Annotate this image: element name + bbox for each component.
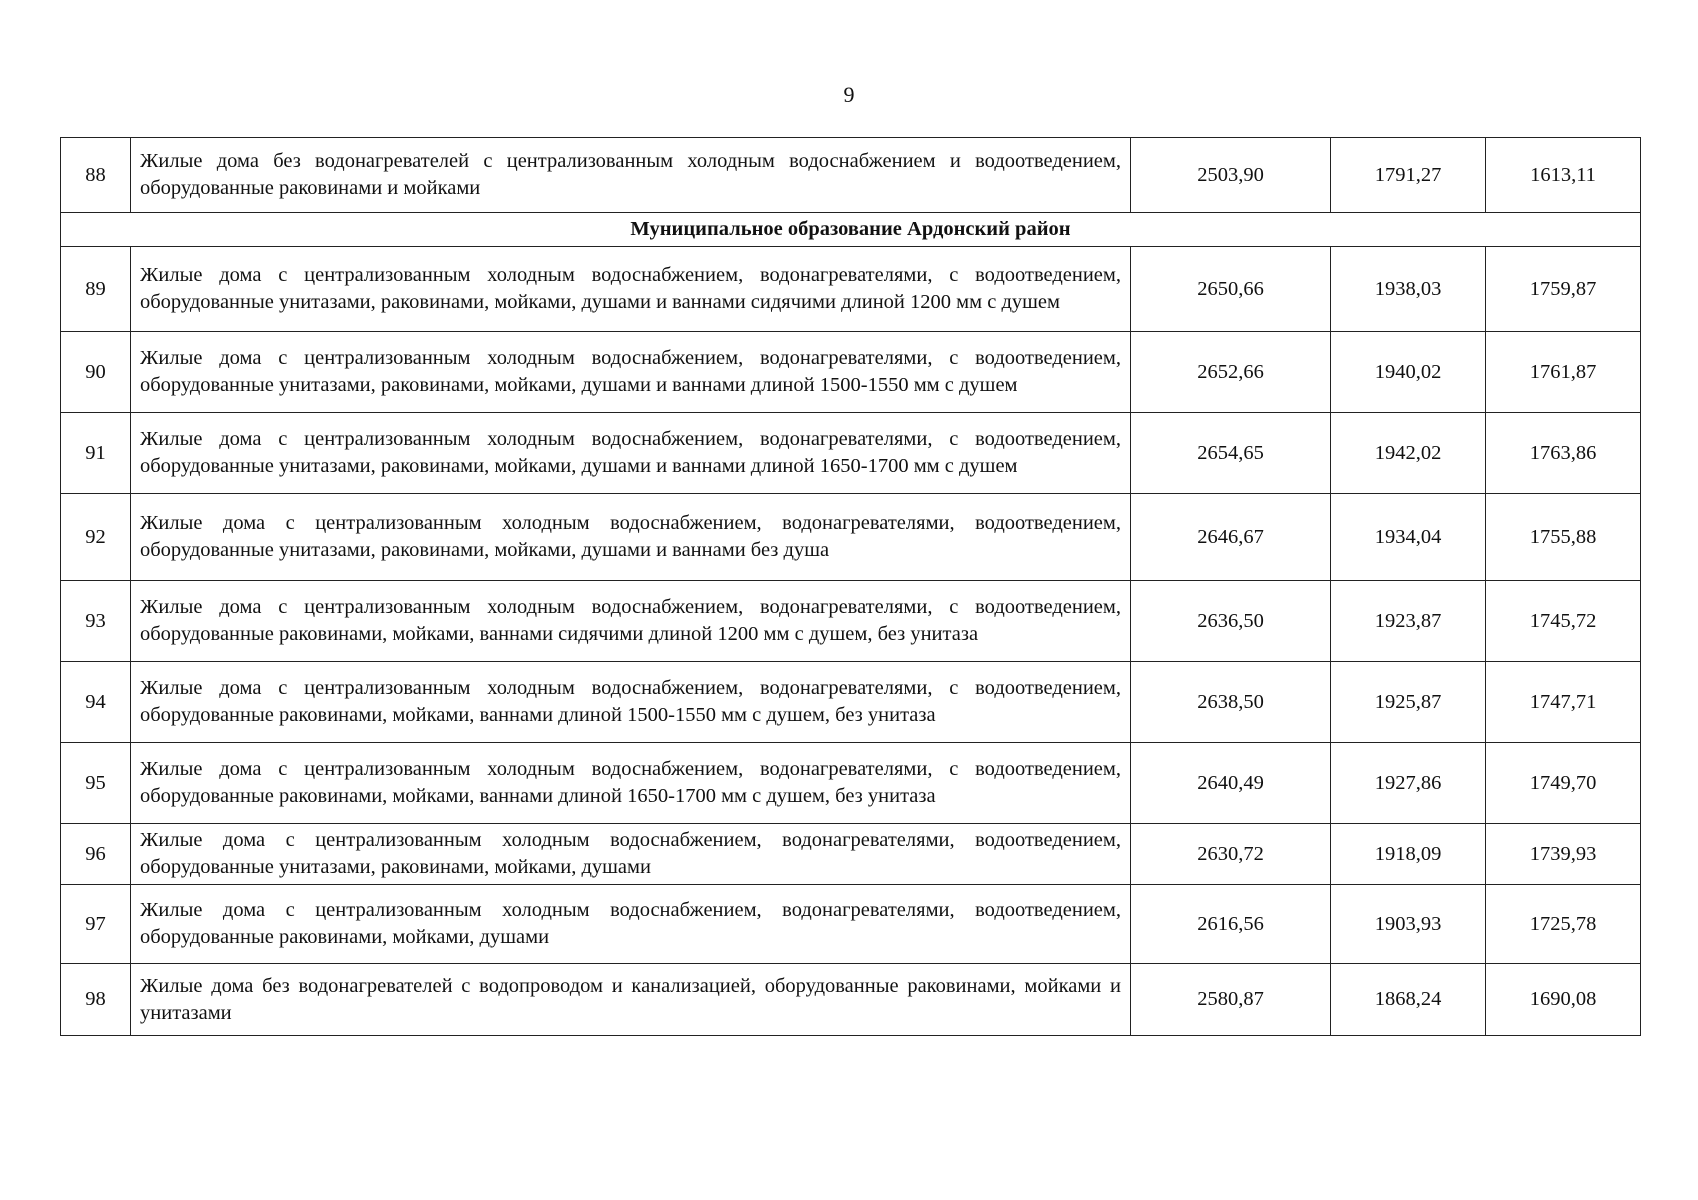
tariff-table — [60, 137, 1641, 1036]
value-column-2: 1868,24 — [1331, 964, 1486, 1036]
value-column-3: 1690,08 — [1486, 964, 1641, 1036]
value-column-3: 1759,87 — [1486, 247, 1641, 332]
row-number: 94 — [61, 662, 131, 743]
value-column-1: 2580,87 — [1131, 964, 1331, 1036]
row-description: Жилые дома с централизованным холодным водоснабжением, водонагревателями, водоотведением, оборудованные унитазами, раковинами, мойками, душами и ваннами без душа — [131, 494, 1131, 581]
table-row — [61, 413, 1641, 494]
table-row — [61, 662, 1641, 743]
table-row — [61, 247, 1641, 332]
value-column-2: 1940,02 — [1331, 332, 1486, 413]
row-description: Жилые дома с централизованным холодным водоснабжением, водонагревателями, с водоотведением, оборудованные раковинами, мойками, ваннами длиной 1650-1700 мм с душем, без унитаза — [131, 743, 1131, 824]
tariff-table-body — [61, 138, 1641, 1036]
value-column-1: 2650,66 — [1131, 247, 1331, 332]
table-row — [61, 743, 1641, 824]
row-description: Жилые дома с централизованным холодным водоснабжением, водонагревателями, водоотведением, оборудованные раковинами, мойками, душами — [131, 885, 1131, 964]
value-column-3: 1739,93 — [1486, 824, 1641, 885]
value-column-1: 2640,49 — [1131, 743, 1331, 824]
value-column-2: 1925,87 — [1331, 662, 1486, 743]
row-description: Жилые дома с централизованным холодным водоснабжением, водонагревателями, с водоотведением, оборудованные раковинами, мойками, ваннами сидячими длиной 1200 мм с душем, без унитаза — [131, 581, 1131, 662]
row-number: 91 — [61, 413, 131, 494]
value-column-1: 2616,56 — [1131, 885, 1331, 964]
value-column-2: 1791,27 — [1331, 138, 1486, 213]
row-number: 88 — [61, 138, 131, 213]
row-description: Жилые дома с централизованным холодным водоснабжением, водонагревателями, водоотведением, оборудованные унитазами, раковинами, мойками, душами — [131, 824, 1131, 885]
row-number: 98 — [61, 964, 131, 1036]
table-row — [61, 824, 1641, 885]
value-column-1: 2630,72 — [1131, 824, 1331, 885]
table-row — [61, 581, 1641, 662]
row-description: Жилые дома без водонагревателей с централизованным холодным водоснабжением и водоотведением, оборудованные раковинами и мойками — [131, 138, 1131, 213]
value-column-3: 1613,11 — [1486, 138, 1641, 213]
value-column-1: 2654,65 — [1131, 413, 1331, 494]
row-number: 90 — [61, 332, 131, 413]
row-description: Жилые дома с централизованным холодным водоснабжением, водонагревателями, с водоотведением, оборудованные раковинами, мойками, ваннами длиной 1500-1550 мм с душем, без унитаза — [131, 662, 1131, 743]
row-number: 92 — [61, 494, 131, 581]
value-column-3: 1725,78 — [1486, 885, 1641, 964]
value-column-2: 1903,93 — [1331, 885, 1486, 964]
row-description: Жилые дома с централизованным холодным водоснабжением, водонагревателями, с водоотведением, оборудованные унитазами, раковинами, мойками, душами и ваннами сидячими длиной 1200 мм с душем — [131, 247, 1131, 332]
value-column-2: 1923,87 — [1331, 581, 1486, 662]
value-column-3: 1745,72 — [1486, 581, 1641, 662]
table-row — [61, 332, 1641, 413]
value-column-3: 1749,70 — [1486, 743, 1641, 824]
value-column-2: 1934,04 — [1331, 494, 1486, 581]
value-column-3: 1761,87 — [1486, 332, 1641, 413]
row-description: Жилые дома с централизованным холодным водоснабжением, водонагревателями, с водоотведением, оборудованные унитазами, раковинами, мойками, душами и ваннами длиной 1500-1550 мм с душем — [131, 332, 1131, 413]
value-column-1: 2652,66 — [1131, 332, 1331, 413]
row-number: 89 — [61, 247, 131, 332]
value-column-2: 1938,03 — [1331, 247, 1486, 332]
value-column-1: 2503,90 — [1131, 138, 1331, 213]
section-title: Муниципальное образование Ардонский район — [61, 213, 1641, 247]
value-column-2: 1918,09 — [1331, 824, 1486, 885]
value-column-1: 2638,50 — [1131, 662, 1331, 743]
table-row — [61, 964, 1641, 1036]
row-number: 95 — [61, 743, 131, 824]
value-column-3: 1763,86 — [1486, 413, 1641, 494]
table-row — [61, 885, 1641, 964]
value-column-3: 1755,88 — [1486, 494, 1641, 581]
table-row — [61, 138, 1641, 213]
row-description: Жилые дома с централизованным холодным водоснабжением, водонагревателями, с водоотведением, оборудованные унитазами, раковинами, мойками, душами и ваннами длиной 1650-1700 мм с душем — [131, 413, 1131, 494]
page-number: 9 — [843, 82, 855, 107]
value-column-2: 1927,86 — [1331, 743, 1486, 824]
section-row — [61, 213, 1641, 247]
value-column-1: 2636,50 — [1131, 581, 1331, 662]
row-number: 96 — [61, 824, 131, 885]
row-description: Жилые дома без водонагревателей с водопроводом и канализацией, оборудованные раковинами, мойками и унитазами — [131, 964, 1131, 1036]
row-number: 97 — [61, 885, 131, 964]
row-number: 93 — [61, 581, 131, 662]
table-row — [61, 494, 1641, 581]
value-column-1: 2646,67 — [1131, 494, 1331, 581]
value-column-2: 1942,02 — [1331, 413, 1486, 494]
value-column-3: 1747,71 — [1486, 662, 1641, 743]
